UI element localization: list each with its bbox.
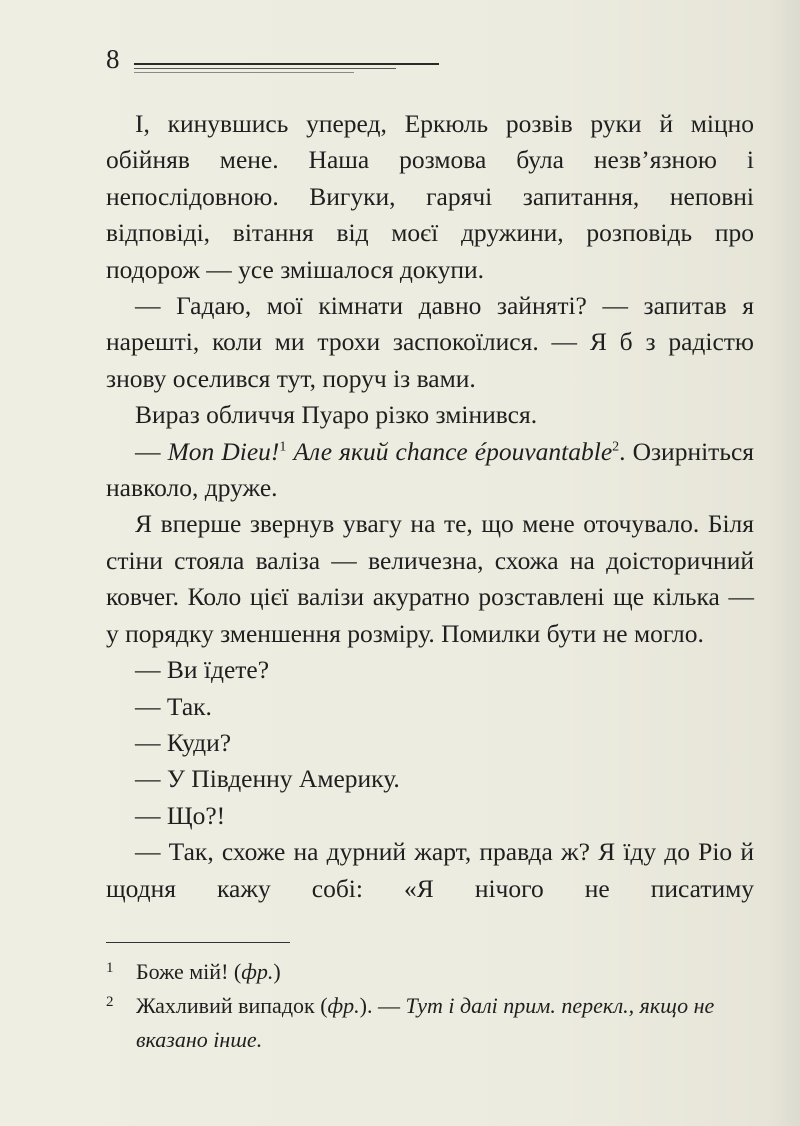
dialogue-line: — Так.	[135, 691, 212, 721]
footnote-text: ). —	[359, 993, 406, 1018]
footnote-2	[106, 989, 766, 1057]
footnote-number: 2	[106, 994, 114, 1010]
footnote-text: Жахливий випадок (	[136, 993, 328, 1018]
paragraph-text: . Озирніться навколо, друже.	[106, 436, 755, 503]
page-number: 8	[106, 44, 120, 74]
dialogue-line: — Куди?	[135, 727, 232, 757]
running-header	[106, 40, 446, 80]
paragraph: І, кинувшись уперед, Еркюль розвів руки й міцно обійняв мене. Наша розмова була незв’язною і непослідовною. Вигуки, гарячі запитання, неповні відповіді, вітання від моєї дружини, розповідь про подорож — усе змішалося докупи.	[106, 109, 754, 284]
dialogue-line: — Так, схоже на дурний жарт, правда ж? Я їду до Ріо й щодня кажу собі: «Я нічого не писатиму	[106, 837, 754, 903]
footnote-number: 1	[106, 960, 114, 976]
footnote-ref[interactable]: 2	[612, 439, 620, 455]
paragraph	[106, 434, 754, 507]
dialogue-line: — Що?!	[135, 800, 226, 830]
dialogue-line: — У Південну Америку.	[135, 764, 400, 794]
footnote-ref[interactable]: 1	[279, 439, 287, 455]
body-text	[106, 106, 754, 907]
dialogue-line: — Ви їдете?	[135, 655, 270, 685]
paragraph: Вираз обличчя Пуаро різко змінився.	[135, 400, 538, 430]
footnote-divider	[106, 942, 290, 943]
paragraph: Я вперше звернув увагу на те, що мене оточувало. Біля стіни стояла валіза — величезна, схожа на доісторичний ковчег. Коло цієї валізи акуратно розставлені ще кілька — у порядку зменшення розміру. Помилки бути не могло.	[106, 509, 754, 648]
footnote-1	[106, 955, 766, 989]
dash: —	[135, 436, 168, 466]
header-rule	[134, 68, 396, 69]
header-rule	[134, 63, 439, 65]
italic-foreign-phrase: Але який chance épouvantable	[286, 436, 613, 466]
italic-foreign-phrase: Mon Dieu!	[167, 436, 280, 466]
footnotes	[106, 955, 766, 1057]
paragraph: — Гадаю, мої кімнати давно зайняті? — запитав я нарешті, коли ми трохи заспокоїлися. — Я б з радістю знову оселився тут, поруч із вами.	[106, 291, 754, 393]
footnote-italic: фр.	[241, 959, 274, 984]
footnote-text: )	[273, 959, 281, 984]
header-rule	[134, 72, 354, 73]
translator-note: Тут і далі прим. перекл., якщо не вказано інше.	[136, 993, 715, 1052]
footnote-italic: фр.	[327, 993, 360, 1018]
footnote-text: Боже мій! (	[136, 959, 242, 984]
